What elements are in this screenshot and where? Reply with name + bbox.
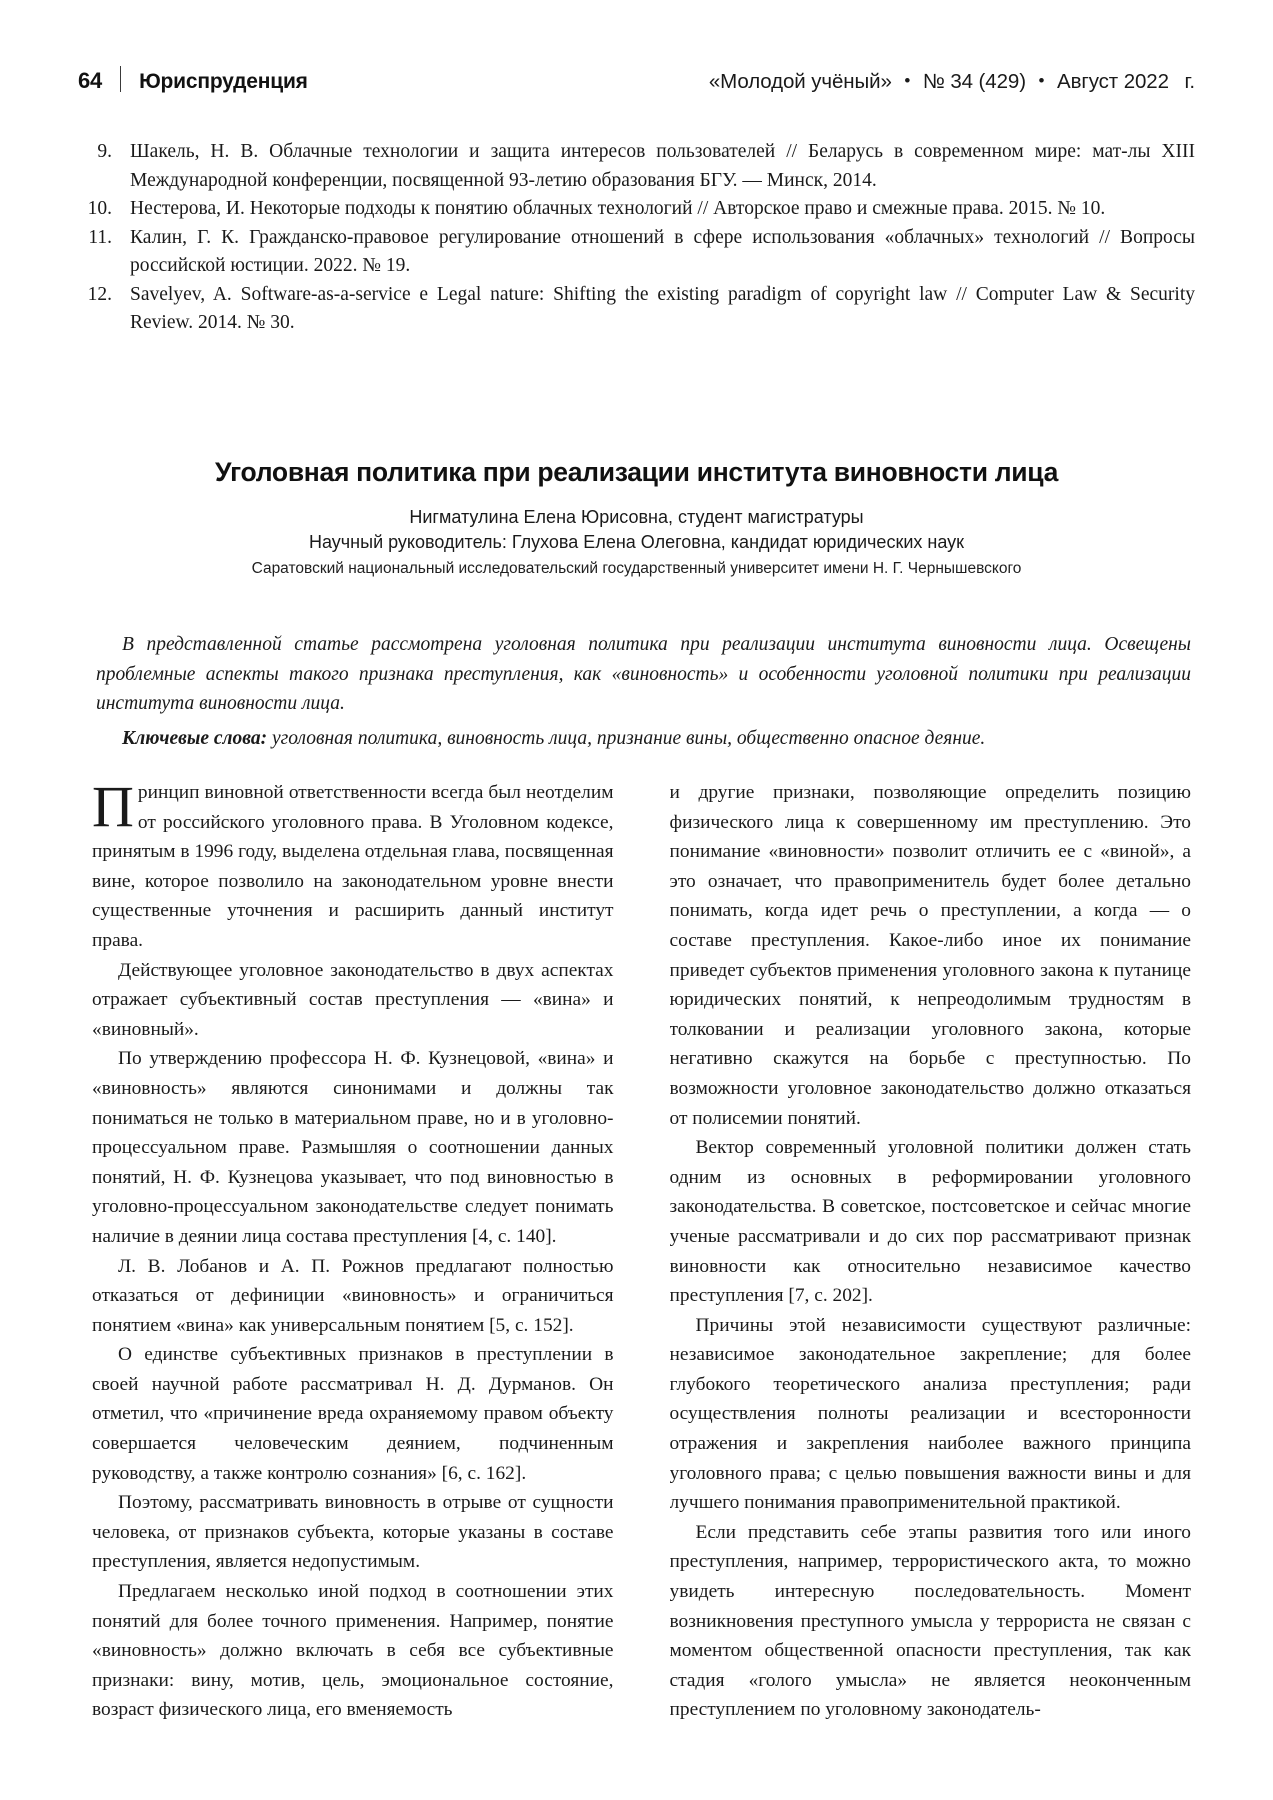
list-item (78, 195, 1195, 224)
body-paragraph: Поэтому, рассматривать виновность в отрыве от сущности человека, от признаков субъекта, которые указаны в составе преступления, является недопустимым. (92, 1492, 614, 1573)
author-name: Нигматулина Елена Юрисовна, студент магистратуры (409, 507, 864, 527)
body-paragraph: Причины этой независимости существуют различные: независимое законодательное закрепление; для более глубокого теоретического анализа преступления; ради осуществления полноты реализации и всесторонности отражения и закрепления наиболее важного принципа уголовного права; с целью повышения важности вины и для лучшего понимания правоприменительной практикой. (669, 1314, 1191, 1514)
keywords-text: уголовная политика, виновность лица, признание вины, общественно опасное деяние. (267, 727, 986, 749)
keywords-line (96, 724, 1191, 754)
body-paragraph: По утверждению профессора Н. Ф. Кузнецовой, «вина» и «виновность» являются синонимами и должны так пониматься не только в материальном праве, но и в уголовно-процессуальном праве. Размышляя о соотношении данных понятий, Н. Ф. Кузнецова указывает, что под виновностью в уголовно-процессуальном законодательстве следует понимать наличие в деянии лица состава преступления [4, с. 140]. (92, 1048, 614, 1247)
reference-text: Шакель, Н. В. Облачные технологии и защита интересов пользователей // Беларусь в современном мире: мат-лы XIII Международной конференции, посвященной 93-летию образования БГУ. — Минск, 2014. (130, 141, 1195, 191)
body-paragraph: и другие признаки, позволяющие определить позицию физического лица к совершенному им преступлению. Это понимание «виновности» позволит отличить ее с «виной», а это означает, что правоприменитель будет более детально понимать, когда идет речь о преступлении, а когда — о составе преступления. Какое-либо иное их понимание приведет субъектов применения уголовного закона к путанице юридических понятий, к непреодолимым трудностям в толковании и реализации уголовного закона, которые негативно скажутся на борьбе с преступностью. По возможности уголовное законодательство должно отказаться от полисемии понятий. (669, 782, 1191, 1129)
reference-number: 9. (97, 141, 112, 162)
running-header-right (709, 70, 1195, 94)
list-item (78, 138, 1195, 195)
running-header (78, 62, 1195, 96)
year-suffix: г. (1184, 70, 1195, 93)
reference-text: Savelyev, A. Software-as-a-service e Legal nature: Shifting the existing paradigm of copyright law // Computer Law & Security Review. 2014. № 30. (130, 283, 1195, 333)
body-paragraph: Действующее уголовное законодательство в двух аспектах отражает субъективный состав преступления — «вина» и «виновный». (92, 959, 614, 1040)
header-divider (120, 66, 121, 92)
body-paragraph (92, 778, 614, 956)
article-header (78, 455, 1195, 581)
issue-date: Август 2022 (1057, 70, 1169, 93)
body-paragraph: Предлагаем несколько иной подход в соотношении этих понятий для более точного применения. Например, понятие «виновность» должно включать в себя все субъективные признаки: вину, мотив, цель, эмоциональное состояние, возраст физического лица, его вменяемость (92, 1581, 614, 1721)
issue-number: № 34 (429) (922, 70, 1026, 93)
left-column (92, 778, 614, 1792)
running-header-left (78, 62, 308, 94)
journal-name: «Молодой учёный» (708, 70, 892, 93)
reference-number: 11. (88, 226, 112, 248)
reference-text: Нестерова, И. Некоторые подходы к понятию облачных технологий // Авторское право и смежные права. 2015. № 10. (130, 198, 1106, 219)
body-paragraph: Л. В. Лобанов и А. П. Рожнов предлагают полностью отказаться от дефиниции «виновность» и ограничиться понятием «вина» как универсальным понятием [5, с. 152]. (92, 1255, 614, 1336)
abstract-text: В представленной статье рассмотрена уголовная политика при реализации института виновности лица. Освещены проблемные аспекты такого признака преступления, как «виновность» и особенности уголовной политики при реализации института виновности лица. (96, 634, 1191, 714)
reference-number: 12. (87, 283, 112, 305)
supervisor-name: Научный руководитель: Глухова Елена Олеговна, кандидат юридических наук (309, 532, 964, 552)
list-item (78, 224, 1195, 281)
body-paragraph: Вектор современный уголовной политики должен стать одним из основных в реформировании уголовного законодательства. В советское, постсоветское и сейчас многие ученые рассматривали и до сих пор рассматривают признак виновности как относительно независимое качество преступления [7, с. 202]. (669, 1137, 1191, 1307)
body-columns (92, 778, 1191, 1792)
section-title: Юриспруденция (139, 70, 308, 93)
right-column (670, 778, 1192, 1792)
abstract-block (96, 630, 1191, 753)
keywords-label: Ключевые слова: (122, 727, 268, 749)
reference-number: 10. (87, 198, 112, 219)
body-paragraph-text: ринцип виновной ответственности всегда был неотделим от российского уголовного права. В Уголовном кодексе, принятым в 1996 году, выделена отдельная глава, посвященная вине, которое позволило на законодательном уровне внести существенные уточнения и расширить данный институт права. (92, 782, 614, 951)
body-paragraph: О единстве субъективных признаков в преступлении в своей научной работе рассматривал Н. Д. Дурманов. Он отметил, что «причинение вреда охраняемому правом объекту совершается человеческим деянием, подчиненным руководству, а также контролю сознания» [6, с. 162]. (92, 1344, 614, 1484)
affiliation: Саратовский национальный исследовательский государственный университет имени Н. Г. Чернышевского (251, 560, 1022, 577)
reference-text: Калин, Г. К. Гражданско-правовое регулирование отношений в сфере использования «облачных» технологий // Вопросы российской юстиции. 2022. № 19. (130, 226, 1195, 276)
list-item (78, 281, 1195, 338)
body-paragraph: Если представить себе этапы развития того или иного преступления, например, террористического акта, то можно увидеть интересную последовательность. Момент возникновения преступного умысла у террориста не связан с моментом общественной опасности преступления, так как стадия «голого умысла» не является неоконченным преступлением по уголовному законодатель- (669, 1521, 1191, 1721)
page-title: Уголовная политика при реализации института виновности лица (214, 457, 1059, 487)
drop-cap: П (92, 778, 134, 839)
header-bullet-2: • (1038, 71, 1045, 90)
header-bullet-1: • (904, 71, 911, 90)
references-list (78, 138, 1195, 338)
page-number: 64 (78, 68, 103, 93)
